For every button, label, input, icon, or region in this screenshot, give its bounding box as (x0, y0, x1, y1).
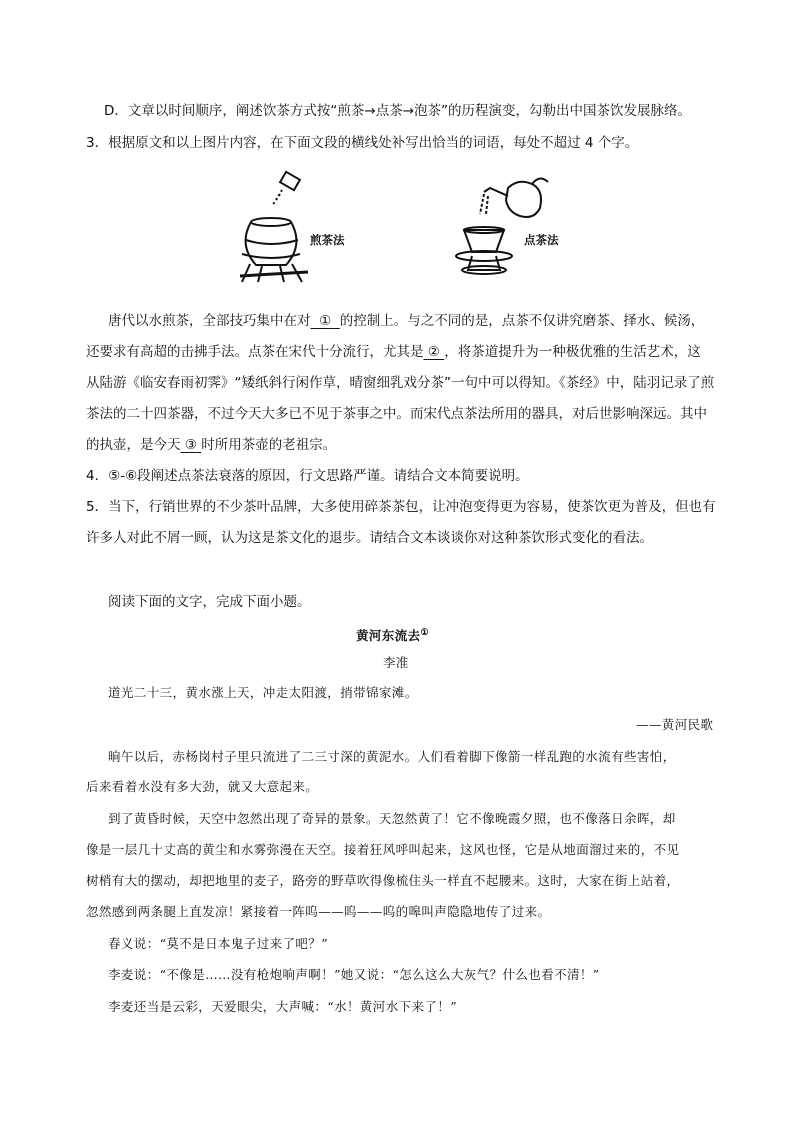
story-line-6: 忽然感到两条腿上直发凉！紧接着一阵呜——呜——呜的嗥叫声隐隐地传了过来。 (86, 904, 551, 919)
figure-caption-left: 煎茶法 (310, 233, 345, 247)
boiling-tea-icon (236, 170, 366, 290)
story-line-1: 晌午以后，赤杨岗村子里只流进了二三寸深的黄泥水。人们看着脚下像箭一样乱跑的水流有些害怕， (108, 749, 676, 764)
story-line-5: 树梢有大的摆动，却把地里的麦子，路旁的野草吹得像梳住头一样直不起腰来。这时，大家在街上站着， (86, 873, 680, 888)
question-3: 3．根据原文和以上图片内容，在下面文段的横线处补写出恰当的词语，每处不超过 4 个字。 (86, 135, 639, 151)
story-title: 黄河东流去① (356, 628, 429, 644)
question-5-line-1: 5．当下，行销世界的不少茶叶品牌，大多使用碎茶茶包，让冲泡变得更为容易，使茶饮更为普及，但也有 (86, 499, 716, 515)
reading-instruction: 阅读下面的文字，完成下面小题。 (108, 594, 311, 610)
story-line-7: 春义说：“莫不是日本鬼子过来了吧？” (108, 936, 328, 951)
story-line-8: 李麦说：“不像是……没有枪炮响声啊！”她又说：“怎么这么大灰气？什么也看不清！” (108, 967, 600, 982)
whisking-tea-illustration (448, 170, 578, 290)
option-d: D．文章以时间顺序，阐述饮茶方式按“煎茶→点茶→泡茶”的历程演变，勾勒出中国茶饮发展脉络。 (104, 103, 692, 119)
story-line-9: 李麦还当是云彩，天爱眼尖，大声喊：“水！黄河水下来了！” (108, 999, 457, 1014)
blank-1: ① (319, 313, 332, 329)
fill-paragraph-line-4: 茶法的二十四茶器，不过今天大多已不见于茶事之中。而宋代点茶法所用的器具，对后世影响深远。其中 (86, 406, 707, 422)
blank-2: ② (427, 344, 440, 360)
ballad-source: ——黄河民歌 (636, 717, 714, 732)
story-line-2: 后来看着水没有多大劲，就又大意起来。 (86, 779, 319, 794)
fill-paragraph-line-3: 从陆游《临安春雨初霁》“矮纸斜行闲作草，晴窗细乳戏分茶”一句中可以得知。《茶经》中，陆羽记录了煎 (86, 375, 715, 391)
figure-caption-right: 点茶法 (524, 233, 559, 247)
story-line-3: 到了黄昏时候，天空中忽然出现了奇异的景象。天忽然黄了！它不像晚霞夕照，也不像落日余晖，却 (108, 811, 676, 826)
fill-paragraph-line-2: 还要求有高超的击拂手法。点茶在宋代十分流行，尤其是 ② ，将茶道提升为一种极优雅的生活艺术，这 (86, 344, 701, 360)
story-line-4: 像是一层几十丈高的黄尘和水雾弥漫在天空。接着狂风呼叫起来，这风也怪，它是从地面溜过来的，不见 (86, 842, 680, 857)
fill-paragraph-line-1: 唐代以水煎茶，全部技巧集中在对 ① 的控制上。与之不同的是，点茶不仅讲究磨茶、择水、候汤， (108, 313, 705, 329)
question-5-line-2: 许多人对此不屑一顾，认为这是茶文化的退步。请结合文本谈谈你对这种茶饮形式变化的看法。 (86, 530, 653, 546)
fill-paragraph-line-5: 的执壶，是今天 ③ 时所用茶壶的老祖宗。 (86, 437, 337, 453)
ewer-pouring-icon (448, 170, 578, 290)
story-ballad: 道光二十三，黄水涨上天，冲走太阳渡，捎带锦家滩。 (108, 685, 418, 700)
story-author: 李准 (383, 655, 409, 670)
blank-3: ③ (184, 437, 197, 453)
boiling-tea-illustration (236, 170, 366, 290)
question-4: 4．⑤-⑥段阐述点茶法衰落的原因，行文思路严谨。请结合文本简要说明。 (86, 468, 529, 484)
